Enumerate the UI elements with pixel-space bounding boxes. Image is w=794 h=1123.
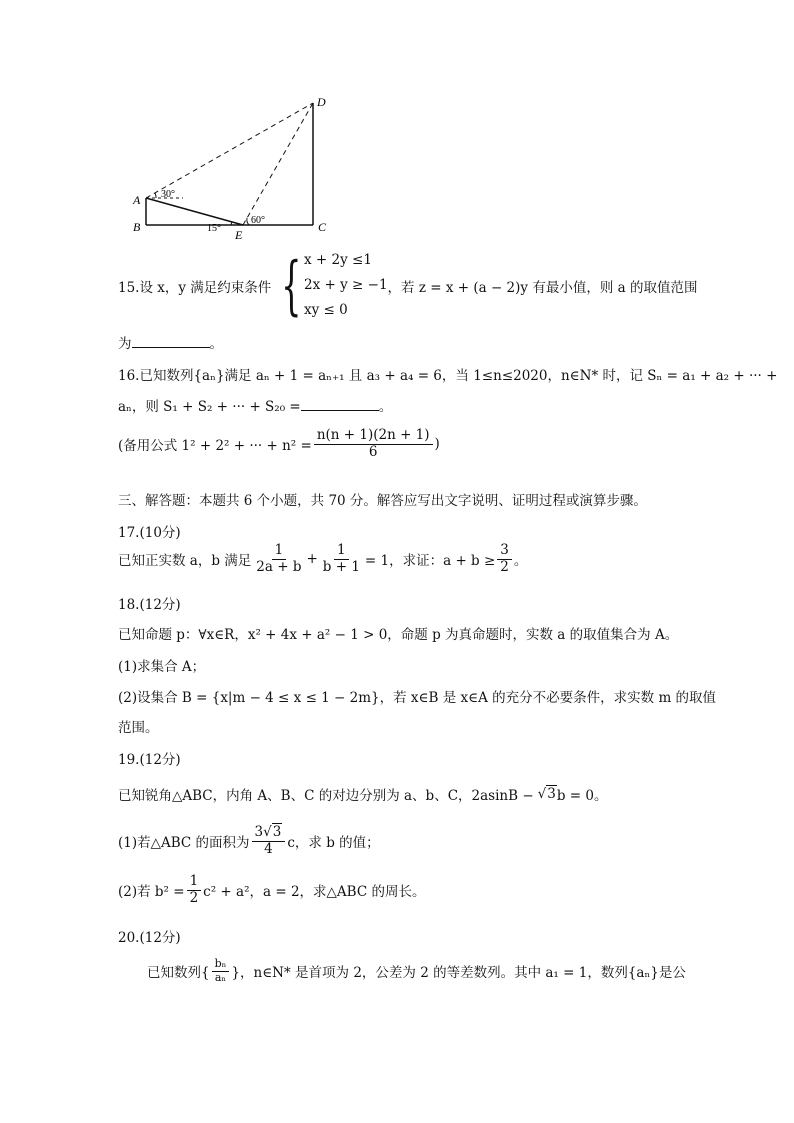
answer-blank-16[interactable]: [301, 396, 379, 411]
segment-AD: [146, 103, 313, 198]
constraint-3: xy ≤ 0: [304, 302, 348, 318]
q16-line2: [118, 395, 392, 415]
geometry-figure: [125, 92, 345, 242]
q15-prefix: 15.设 x，y 满足约束条件: [118, 279, 272, 296]
q17-frac-1-den: 2a + b: [256, 558, 302, 575]
q19-area-frac: [252, 825, 286, 857]
label-B: B: [133, 220, 141, 234]
label-A: A: [133, 193, 141, 207]
q19-area-den: 4: [264, 840, 273, 857]
angle-15: 15°: [207, 223, 221, 234]
section-3-heading: 三、解答题：本题共 6 个小题，共 70 分。解答应写出文字说明、证明过程或演算步骤。: [118, 493, 647, 509]
q18-stem: 已知命题 p：∀x∈R，x² + 4x + a² − 1 > 0，命题 p 为真命题时，实数 a 的取值集合为 A。: [118, 627, 679, 643]
q17-frac-3-den: 2: [500, 558, 509, 575]
q19-area-coef: 3: [254, 824, 264, 840]
q17-frac-3: [497, 543, 512, 575]
brace: {: [281, 248, 302, 323]
q15-line2-end: 。: [209, 336, 223, 352]
q19-stem: [118, 784, 607, 804]
q17-frac-3-num: 3: [497, 543, 512, 560]
q17-t2: = 1，求证：a + b ≥: [364, 553, 496, 570]
q19-half-frac: [187, 874, 202, 906]
q18-head: 18.(12分): [118, 597, 181, 613]
q17-plus: +: [306, 551, 318, 568]
q17-t1: 已知正实数 a，b 满足: [118, 553, 252, 570]
q20-frac-num: bₙ: [212, 958, 230, 972]
q16-line1: 16.已知数列{aₙ}满足 aₙ + 1 = aₙ₊₁ 且 a₃ + a₄ = 6，当 1≤n≤2020，n∈N* 时，记 Sₙ = a₁ + a₂ + ··· +: [118, 368, 778, 384]
formula-den: 6: [368, 443, 378, 460]
q17-head: 17.(10分): [118, 525, 181, 541]
angle-60: 60°: [251, 215, 265, 226]
q17-frac-2: [320, 543, 363, 575]
q15-line2: [118, 332, 223, 352]
q17-frac-1: [253, 543, 304, 575]
q19-p2b: c² + a²，a = 2，求△ABC 的周长。: [203, 884, 426, 901]
arc-30: [155, 193, 156, 198]
q19-area-sqrt-arg: 3: [272, 824, 282, 840]
q20-t2: }，n∈N* 是首项为 2，公差为 2 的等差数列。其中 a₁ = 1，数列{aₙ}是公: [231, 965, 686, 982]
q17-frac-2-num: 1: [334, 543, 349, 560]
q19-head: 19.(12分): [118, 752, 181, 768]
q19-area-sqrt: √3: [263, 824, 282, 840]
answer-blank-15[interactable]: [132, 333, 210, 348]
q18-part2b: 范围。: [118, 720, 159, 736]
q19-half-den: 2: [189, 889, 199, 906]
q19-p1a: (1)若△ABC 的面积为: [118, 835, 250, 852]
sqrt-arg: 3: [547, 786, 556, 802]
q18-part1: (1)求集合 A；: [118, 659, 206, 675]
constraint-1: x + 2y ≤1: [304, 252, 372, 268]
q20-t1: 已知数列{: [147, 965, 210, 982]
q20-frac: [212, 958, 230, 984]
q17-stem: [118, 543, 527, 575]
formula-suffix: ): [434, 436, 440, 453]
segment-AE: [146, 198, 243, 225]
q20-frac-den: aₙ: [214, 970, 227, 984]
q20-stem: [147, 958, 686, 984]
q18-part2a: (2)设集合 B = {x|m − 4 ≤ x ≤ 1 − 2m}，若 x∈B 是 x∈A 的充分不必要条件，求实数 m 的取值: [118, 690, 717, 706]
q20-head: 20.(12分): [118, 930, 181, 946]
q15-middle: ，若 z = x + (a − 2)y 有最小值，则 a 的取值范围: [387, 279, 698, 296]
q16-line2-end: 。: [378, 399, 393, 415]
q19-stem-b: b = 0。: [556, 788, 608, 804]
q19-part2: [118, 874, 425, 906]
q17-t3: 。: [513, 553, 528, 570]
q19-half-num: 1: [187, 874, 202, 891]
formula-fraction: [314, 428, 433, 460]
formula-num: n(n + 1)(2n + 1): [314, 428, 433, 445]
formula-prefix: (备用公式 1² + 2² + ··· + n² =: [118, 438, 312, 455]
label-E: E: [235, 228, 243, 242]
q19-p1b: c，求 b 的值；: [287, 835, 380, 852]
angle-30: 30°: [161, 189, 175, 200]
q17-frac-1-num: 1: [272, 543, 287, 560]
constraint-2: 2x + y ≥ −1: [304, 277, 388, 293]
constraint-list: [304, 248, 388, 323]
q15-line2-start: 为: [118, 336, 132, 352]
arc-60: [247, 218, 249, 225]
segment-ED: [243, 103, 313, 225]
sqrt-3: √3: [537, 786, 556, 802]
q17-frac-2-den: b + 1: [322, 558, 360, 575]
q16-line2-start: aₙ，则 S₁ + S₂ + ··· + S₂₀ =: [118, 399, 301, 415]
label-D: D: [317, 95, 326, 109]
question-15: [118, 248, 697, 323]
label-C: C: [318, 220, 327, 234]
q19-stem-a: 已知锐角△ABC，内角 A、B、C 的对边分别为 a、b、C，2asinB −: [118, 788, 534, 804]
q19-p2a: (2)若 b² =: [118, 884, 185, 901]
q16-formula: [118, 428, 440, 460]
q19-area-num: [252, 825, 286, 842]
q19-part1: [118, 825, 380, 857]
